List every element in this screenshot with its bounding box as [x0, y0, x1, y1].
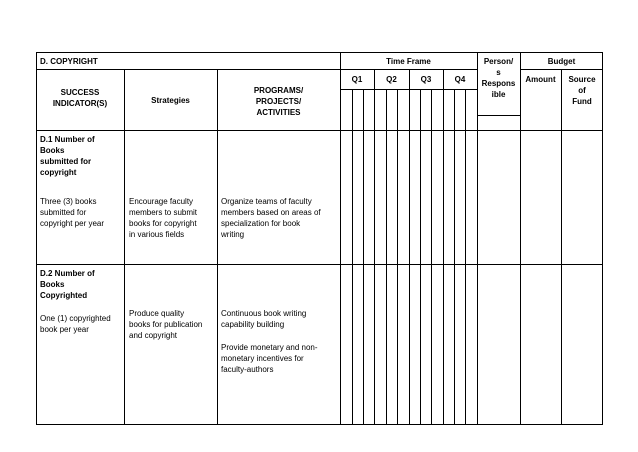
row-d1-strategy: Encourage faculty members to submit books for copyright in various fields	[129, 197, 198, 239]
quarter-header-q3: Q3	[420, 75, 432, 84]
programs-header: PROGRAMS/ PROJECTS/ ACTIVITIES	[253, 86, 304, 117]
row-d2-heading: D.2 Number of Books Copyrighted	[40, 269, 95, 300]
quarter-header-q4: Q4	[454, 75, 466, 84]
strategies-header: Strategies	[151, 96, 190, 105]
budget-header: Budget	[547, 57, 576, 66]
person-responsible-header: Person/ s Respons ible	[481, 57, 516, 99]
time-frame-header: Time Frame	[386, 57, 431, 66]
quarter-header-q1: Q1	[351, 75, 363, 84]
row-d2-strategy: Produce quality books for publication and copyright	[129, 309, 203, 340]
row-d2-indicator: One (1) copyrighted book per year	[40, 314, 111, 334]
source-of-fund-header: Source of Fund	[568, 75, 596, 106]
section-title: D. COPYRIGHT	[40, 57, 98, 66]
amount-header: Amount	[525, 75, 556, 84]
row-d1-heading: D.1 Number of Books submitted for copyright	[40, 135, 95, 177]
row-d1-program-1: Organize teams of faculty members based on areas of specialization for book writing	[221, 197, 321, 239]
row-d2-program-1: Continuous book writing capability building	[221, 309, 307, 329]
row-d1-indicator: Three (3) books submitted for copyright per year	[40, 197, 105, 228]
row-d2-program-2: Provide monetary and non- monetary incentives for faculty-authors	[221, 343, 318, 374]
quarter-header-q2: Q2	[386, 75, 397, 84]
success-indicators-header: SUCCESS INDICATOR(S)	[52, 88, 108, 108]
